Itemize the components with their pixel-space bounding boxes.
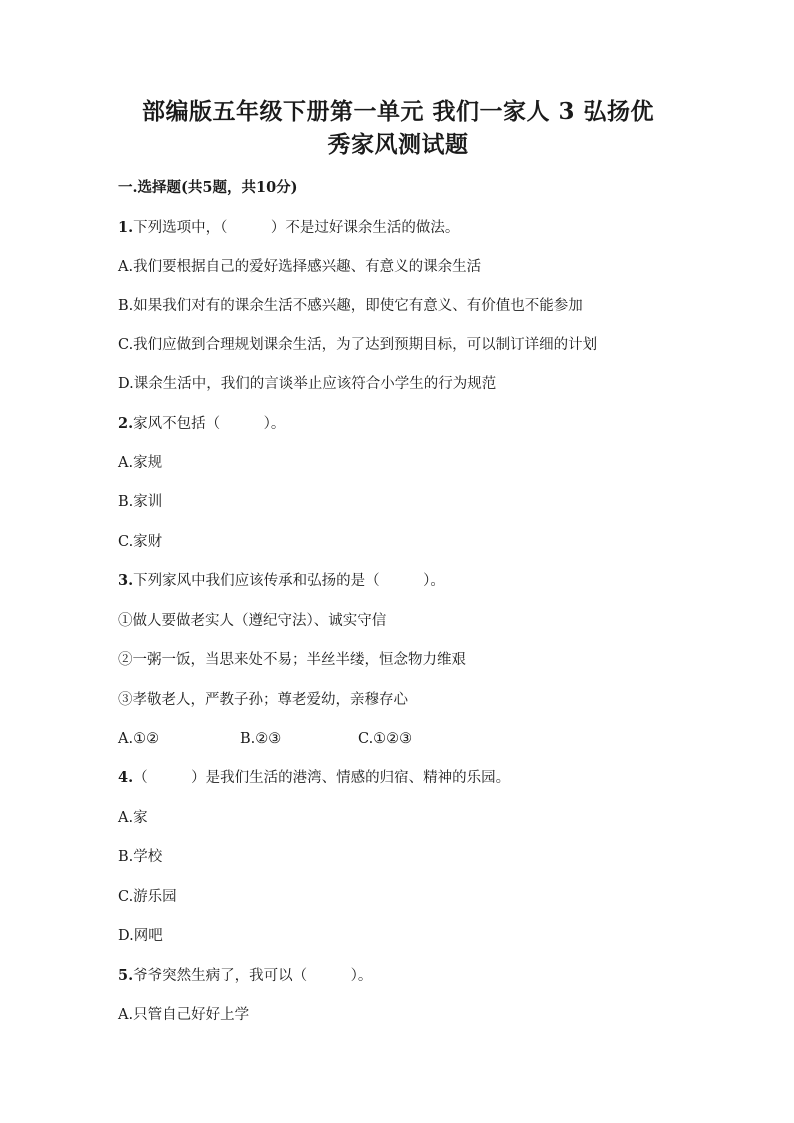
question-3-stem bbox=[118, 571, 445, 591]
question-2-stem bbox=[118, 414, 285, 434]
question-3-option-b: B.②③ bbox=[240, 731, 282, 747]
question-2-option-a: A.家规 bbox=[118, 455, 163, 471]
question-4-option-a: A.家 bbox=[118, 810, 148, 826]
question-1-option-a: A.我们要根据自己的爱好选择感兴趣、有意义的课余生活 bbox=[118, 259, 482, 275]
question-number: 1. bbox=[118, 219, 134, 236]
question-4-stem bbox=[118, 768, 510, 788]
question-text: 爷爷突然生病了，我可以（ ）。 bbox=[133, 968, 373, 984]
question-2-option-c: C.家财 bbox=[118, 534, 163, 550]
question-1-stem bbox=[118, 218, 459, 238]
question-3-options-row bbox=[118, 729, 518, 749]
question-text: （ ）是我们生活的港湾、情感的归宿、精神的乐园。 bbox=[133, 770, 511, 786]
question-3-item-3: ③孝敬老人，严教子孙；尊老爱幼，亲穆存心 bbox=[118, 692, 408, 708]
question-5-option-a: A.只管自己好好上学 bbox=[118, 1007, 250, 1023]
question-4-option-d: D.网吧 bbox=[118, 928, 163, 944]
title-line-1: 部编版五年级下册第一单元 我们一家人 3 弘扬优 bbox=[141, 98, 655, 125]
question-number: 3. bbox=[118, 572, 134, 589]
question-3-item-1: ①做人要做老实人（遵纪守法）、诚实守信 bbox=[118, 613, 387, 629]
question-number: 5. bbox=[118, 967, 134, 984]
question-4-option-b: B.学校 bbox=[118, 849, 163, 865]
question-text: 下列选项中，（ ）不是过好课余生活的做法。 bbox=[133, 220, 460, 236]
question-text: 下列家风中我们应该传承和弘扬的是（ ）。 bbox=[133, 573, 445, 589]
question-1-option-b: B.如果我们对有的课余生活不感兴趣，即使它有意义、有价值也不能参加 bbox=[118, 298, 583, 314]
question-number: 2. bbox=[118, 415, 134, 432]
question-3-option-c: C.①②③ bbox=[358, 731, 413, 747]
section-heading: 一.选择题(共5题，共10分) bbox=[118, 179, 298, 196]
question-number: 4. bbox=[118, 769, 134, 786]
question-2-option-b: B.家训 bbox=[118, 494, 163, 510]
question-4-option-c: C.游乐园 bbox=[118, 889, 177, 905]
question-text: 家风不包括（ ）。 bbox=[133, 416, 286, 432]
question-3-item-2: ②一粥一饭，当思来处不易；半丝半缕，恒念物力维艰 bbox=[118, 652, 466, 668]
question-5-stem bbox=[118, 966, 372, 986]
title-line-2: 秀家风测试题 bbox=[327, 131, 469, 158]
question-1-option-d: D.课余生活中，我们的言谈举止应该符合小学生的行为规范 bbox=[118, 376, 497, 392]
question-3-option-a: A.①② bbox=[118, 731, 160, 747]
question-1-option-c: C.我们应做到合理规划课余生活，为了达到预期目标，可以制订详细的计划 bbox=[118, 337, 598, 353]
